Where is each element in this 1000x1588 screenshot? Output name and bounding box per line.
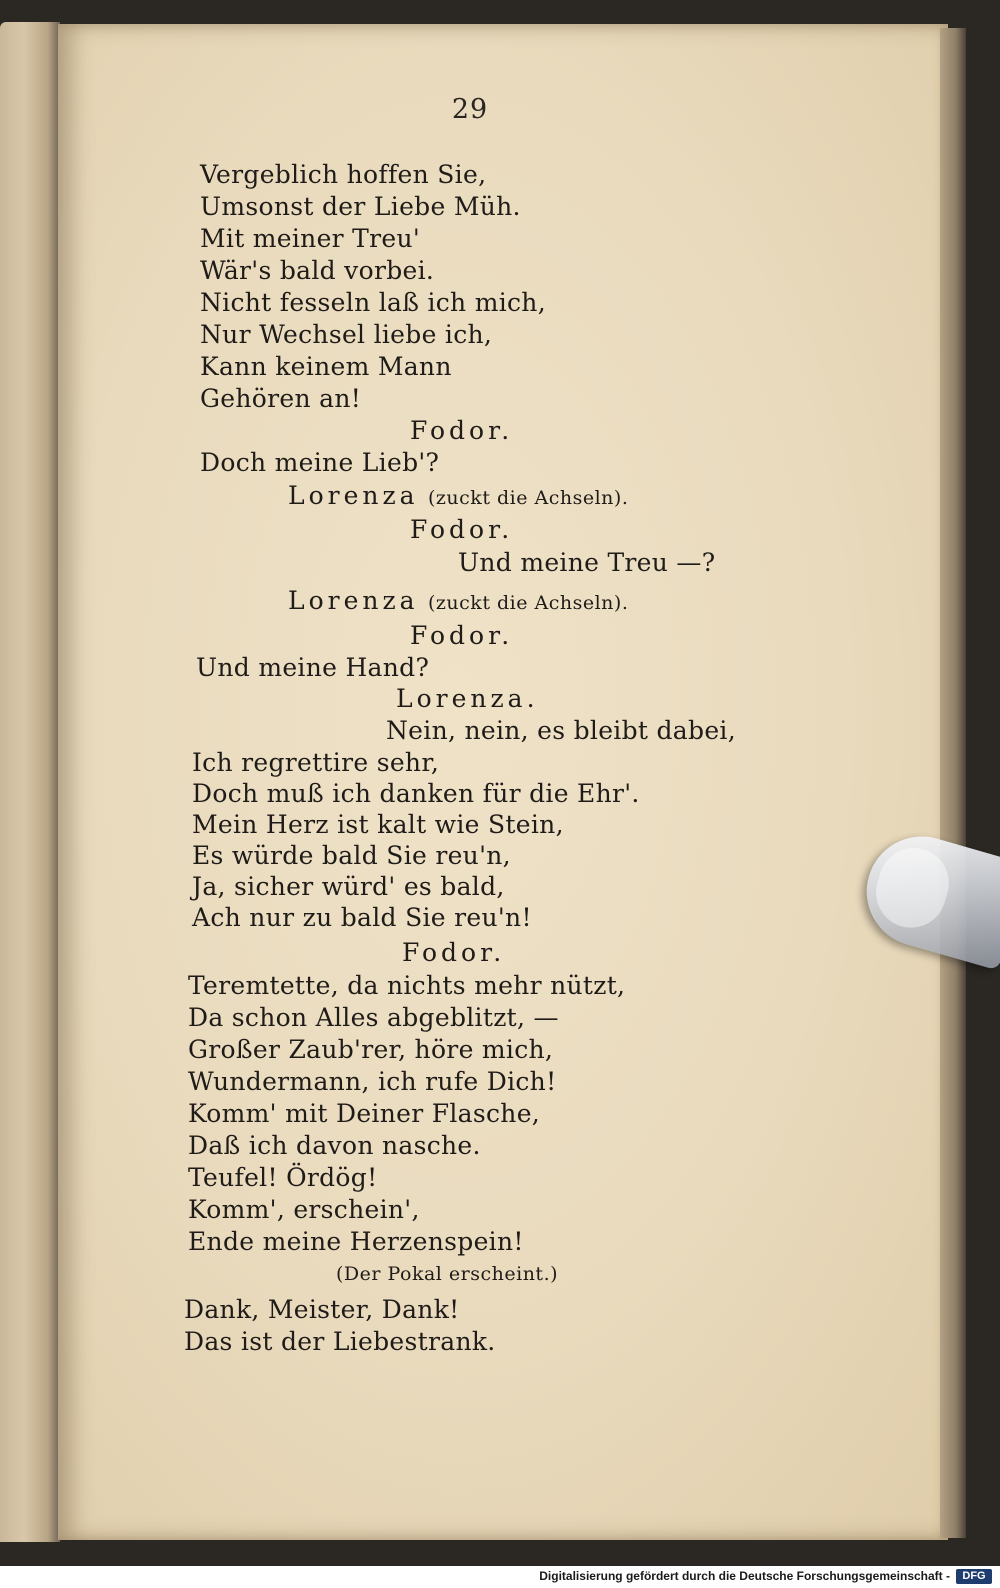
text-line: Ende meine Herzenspein!: [188, 1227, 524, 1256]
text-line: Es würde bald Sie reu'n,: [192, 841, 511, 870]
right-page-edge: [940, 28, 966, 1538]
speaker-name: Lorenza.: [396, 684, 539, 713]
text-line: Daß ich davon nasche.: [188, 1131, 481, 1160]
text-line: Ach nur zu bald Sie reu'n!: [192, 903, 532, 932]
text-line: Umsonst der Liebe Müh.: [200, 192, 521, 221]
text-line: Nein, nein, es bleibt dabei,: [386, 716, 736, 745]
speaker-name: Fodor.: [402, 938, 506, 967]
left-page-edge: [0, 22, 60, 1542]
text-line: Großer Zaub'rer, höre mich,: [188, 1035, 554, 1064]
text-line: Dank, Meister, Dank!: [184, 1295, 460, 1324]
text-line: Komm', erschein',: [188, 1195, 420, 1224]
text-line: Gehören an!: [200, 384, 362, 413]
text-line: Doch muß ich danken für die Ehr'.: [192, 779, 640, 808]
text-line: Ja, sicher würd' es bald,: [192, 872, 505, 901]
text-line: Kann keinem Mann: [200, 352, 452, 381]
text-line: Ich regrettire sehr,: [192, 748, 440, 777]
text-line: Das ist der Liebestrank.: [184, 1327, 496, 1356]
stage-direction: (zuckt die Achseln).: [428, 487, 629, 509]
text-line: Vergeblich hoffen Sie,: [200, 160, 487, 189]
dfg-logo: DFG: [956, 1569, 992, 1584]
text-line: Und meine Treu —?: [458, 548, 716, 577]
speaker-name: Fodor.: [410, 515, 514, 544]
text-line: Wär's bald vorbei.: [200, 256, 435, 285]
text-line: Mein Herz ist kalt wie Stein,: [192, 810, 564, 839]
speaker-name: Lorenza: [288, 586, 419, 615]
text-line: Komm' mit Deiner Flasche,: [188, 1099, 541, 1128]
text-line: Teufel! Ördög!: [188, 1163, 378, 1192]
clip-highlight: [868, 840, 957, 936]
speaker-name: Lorenza: [288, 481, 419, 510]
text-line: Nicht fesseln laß ich mich,: [200, 288, 546, 317]
footer-bar: [0, 1566, 1000, 1588]
text-line: Doch meine Lieb'?: [200, 448, 440, 477]
funding-credit: Digitalisierung gefördert durch die Deutsche Forschungsgemeinschaft -: [539, 1569, 950, 1583]
stage-direction: (Der Pokal erscheint.): [336, 1263, 559, 1285]
text-line: Wundermann, ich rufe Dich!: [188, 1067, 557, 1096]
speaker-name: Fodor.: [410, 621, 514, 650]
text-line: Teremtette, da nichts mehr nützt,: [188, 971, 626, 1000]
speaker-name: Fodor.: [410, 416, 514, 445]
text-line: Mit meiner Treu': [200, 224, 421, 253]
text-line: Da schon Alles abgeblitzt, —: [188, 1003, 559, 1032]
page-number: 29: [451, 94, 489, 125]
text-line: Und meine Hand?: [196, 653, 430, 682]
text-line: Nur Wechsel liebe ich,: [200, 320, 493, 349]
stage-direction: (zuckt die Achseln).: [428, 592, 629, 614]
